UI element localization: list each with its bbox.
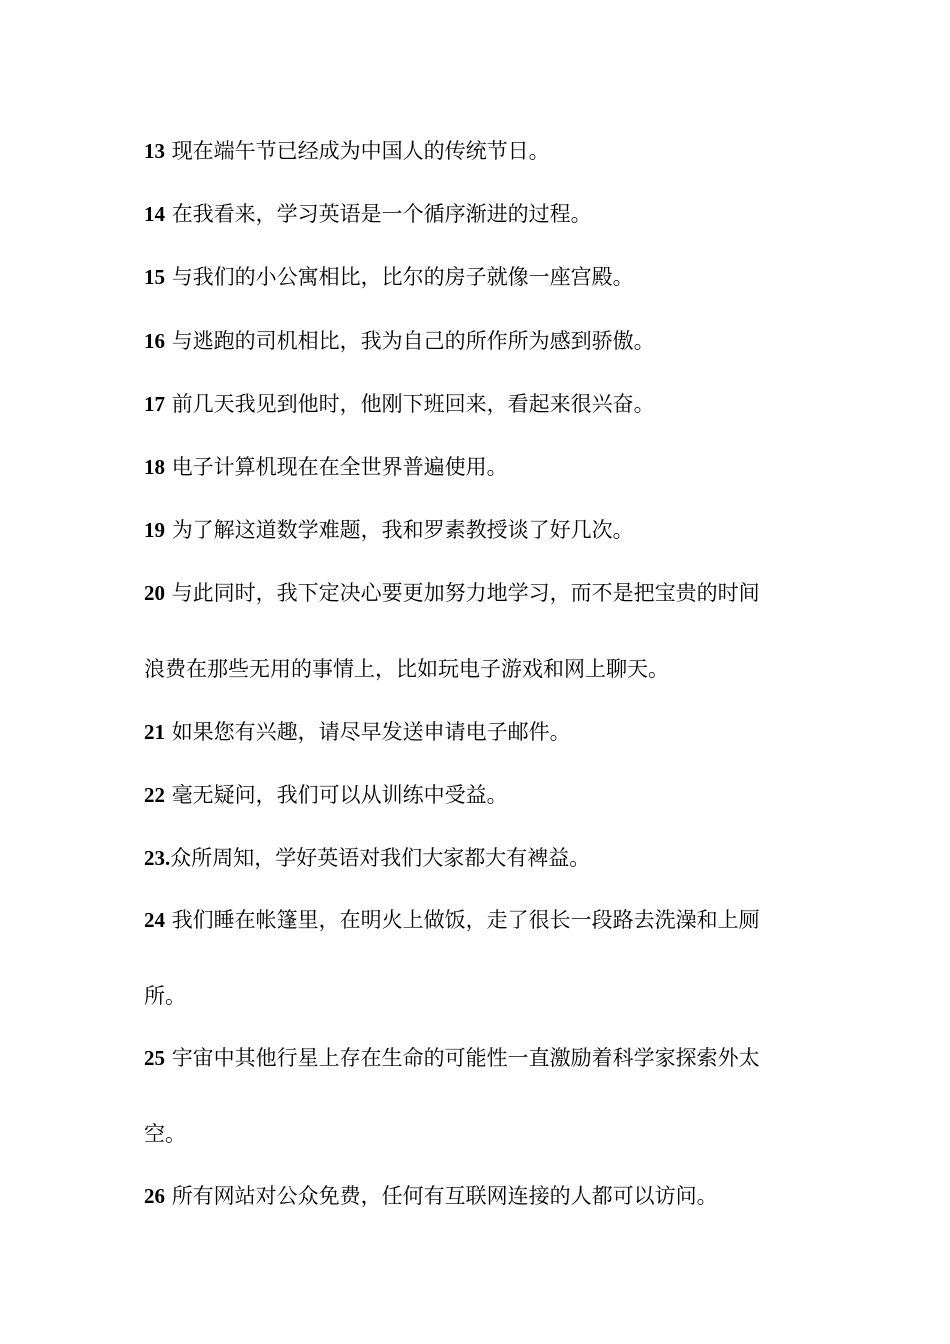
sentence-text: 与此同时，我下定决心要更加努力地学习，而不是把宝贵的时间 bbox=[171, 581, 760, 605]
sentence-number: 21 bbox=[144, 720, 165, 744]
sentence-text: 为了解这道数学难题，我和罗素教授谈了好几次。 bbox=[171, 518, 634, 542]
sentence-25-continuation: 空。 bbox=[144, 1122, 186, 1146]
sentence-text: 毫无疑问，我们可以从训练中受益。 bbox=[171, 783, 508, 807]
sentence-22 bbox=[144, 782, 824, 808]
sentence-text: 在我看来，学习英语是一个循序渐进的过程。 bbox=[171, 202, 592, 226]
sentence-23 bbox=[144, 845, 824, 871]
sentence-text: 众所周知，学好英语对我们大家都大有裨益。 bbox=[170, 846, 591, 870]
sentence-text: 前几天我见到他时，他刚下班回来，看起来很兴奋。 bbox=[171, 392, 655, 416]
sentence-14 bbox=[144, 201, 824, 227]
sentence-20-continuation: 浪费在那些无用的事情上，比如玩电子游戏和网上聊天。 bbox=[144, 657, 669, 681]
sentence-number: 25 bbox=[144, 1046, 165, 1070]
sentence-number: 19 bbox=[144, 518, 165, 542]
sentence-number: 26 bbox=[144, 1184, 165, 1208]
sentence-25 bbox=[144, 1045, 824, 1071]
sentence-24 bbox=[144, 907, 824, 933]
sentence-number: 17 bbox=[144, 392, 165, 416]
sentence-text: 与我们的小公寓相比，比尔的房子就像一座宫殿。 bbox=[171, 265, 634, 289]
sentence-text: 电子计算机现在在全世界普遍使用。 bbox=[171, 455, 508, 479]
sentence-number: 22 bbox=[144, 783, 165, 807]
sentence-number: 15 bbox=[144, 265, 165, 289]
sentence-text: 现在端午节已经成为中国人的传统节日。 bbox=[171, 139, 550, 163]
sentence-number: 24 bbox=[144, 908, 165, 932]
sentence-number: 16 bbox=[144, 329, 165, 353]
sentence-text: 宇宙中其他行星上存在生命的可能性一直激励着科学家探索外太 bbox=[171, 1046, 760, 1070]
sentence-text: 所有网站对公众免费，任何有互联网连接的人都可以访问。 bbox=[171, 1184, 718, 1208]
sentence-number: 14 bbox=[144, 202, 165, 226]
sentence-text: 与逃跑的司机相比，我为自己的所作所为感到骄傲。 bbox=[171, 329, 655, 353]
sentence-15 bbox=[144, 264, 824, 290]
sentence-number: 20 bbox=[144, 581, 165, 605]
sentence-20 bbox=[144, 580, 824, 606]
sentence-26 bbox=[144, 1183, 824, 1209]
sentence-number: 23. bbox=[144, 846, 171, 870]
sentence-16 bbox=[144, 328, 824, 354]
sentence-text: 我们睡在帐篷里，在明火上做饭，走了很长一段路去洗澡和上厕 bbox=[171, 908, 760, 932]
sentence-number: 13 bbox=[144, 139, 165, 163]
sentence-text: 如果您有兴趣，请尽早发送申请电子邮件。 bbox=[171, 720, 571, 744]
sentence-24-continuation: 所。 bbox=[144, 984, 186, 1008]
sentence-13 bbox=[144, 138, 824, 164]
sentence-19 bbox=[144, 517, 824, 543]
sentence-21 bbox=[144, 719, 824, 745]
sentence-number: 18 bbox=[144, 455, 165, 479]
sentence-17 bbox=[144, 391, 824, 417]
sentence-18 bbox=[144, 454, 824, 480]
